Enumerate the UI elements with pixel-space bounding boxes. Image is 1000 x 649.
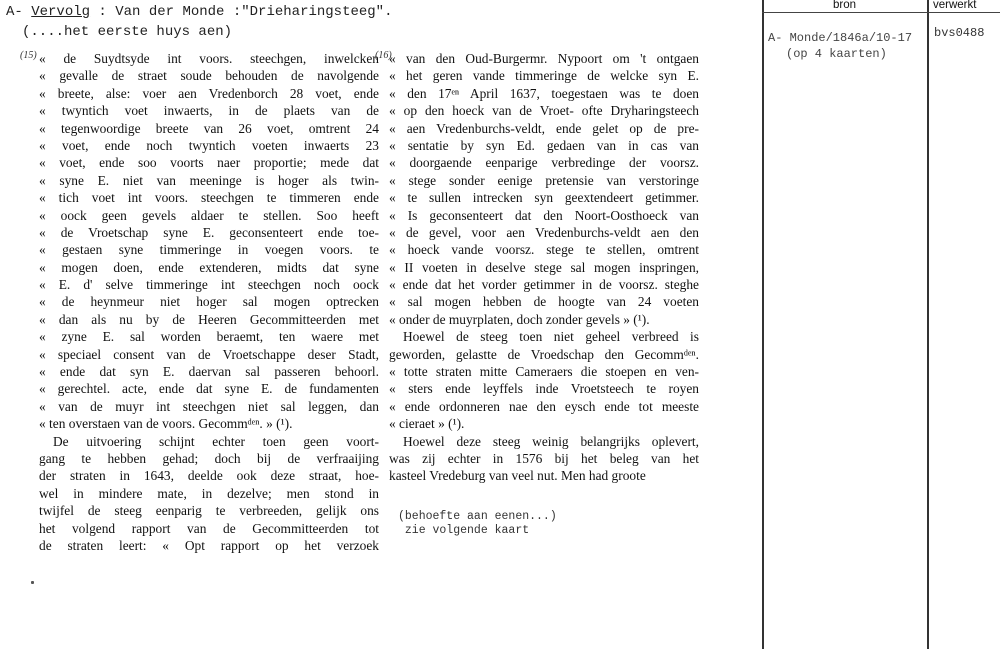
text-line: « aen Vredenburchs-veldt, ende gelet op de pre- xyxy=(389,120,699,136)
table-header-divider xyxy=(762,12,1000,13)
text-line: « ende dat syn E. daervan sal passeren behoorl. xyxy=(39,364,379,380)
text-line: « II voeten in deselve stege sal mogen inspringen, xyxy=(389,259,699,275)
text-line: « onder de muyrplaten, doch zonder gevels » (¹). xyxy=(389,311,650,327)
verwerkt-cell: bvs0488 xyxy=(934,26,985,40)
text-line: « het geren vande timmeringe de welcke syn E. xyxy=(389,68,699,84)
column-header-verwerkt: verwerkt xyxy=(933,0,977,11)
text-line: « cieraet » (¹). xyxy=(389,416,465,432)
page-marker-right: (16) xyxy=(375,50,392,61)
text-line: « stege sonder eenige pretensie van verstoringe xyxy=(389,172,699,188)
text-line: twijfel de steeg eenparig te verbreeden, gelijk ons xyxy=(39,503,379,519)
text-line: « van den Oud-Burgermr. Nypoort om 't ontgaen xyxy=(389,51,699,66)
typed-note xyxy=(398,510,557,538)
bron-reference: A- Monde/1846a/10-17 xyxy=(768,31,913,45)
bron-cell xyxy=(768,30,912,62)
text-line: « de gevel, voor aen Vredenburchs-veldt aen den xyxy=(389,224,699,240)
card-prefix: A- xyxy=(6,4,32,20)
table-border-middle xyxy=(927,0,929,649)
text-line: wel in mindere mate, in dezelve; men stond in xyxy=(39,485,379,501)
text-line: de straten leert: « Opt rapport op het verzoek xyxy=(39,537,379,553)
text-line: « zyne E. sal worden beraemt, ten waere met xyxy=(39,329,379,345)
text-line: der straten in 1643, deelde ook deze straat, hoe- xyxy=(39,468,379,484)
stray-mark xyxy=(31,581,34,584)
text-line: « mogen doen, ende extenderen, midts dat syne xyxy=(39,259,379,275)
text-line: « de Suydtsyde int voors. steechgen, inwelcken xyxy=(39,51,379,66)
text-line: « sal mogen hebben de hoogte van 24 voeten xyxy=(389,294,699,310)
text-line: « syne E. niet van meeninge is hoger als twin- xyxy=(39,172,379,188)
text-line: « gerechtel. acte, ende dat syne E. de fundamenten xyxy=(39,381,379,397)
text-line: « dan als nu by de Heeren Gecommitteerden met xyxy=(39,311,379,327)
text-line: was zij echter in 1576 bij het beleg van het xyxy=(389,450,699,466)
text-line: « ende dat het vorder getimmer in de voorsz. steghe xyxy=(389,277,699,293)
text-line: gang te hebben gehad; doch bij de verfraaijing xyxy=(39,450,379,466)
text-line: « Is geconsenteert dat den Noort-Oosthoeck van xyxy=(389,207,699,223)
card-title-text: : Van der Monde :"Drieharingsteeg". xyxy=(90,4,393,20)
text-line: « oock geen gevels aldaer te stellen. Soo heeft xyxy=(39,207,379,223)
card-title xyxy=(6,4,392,20)
text-line: « van de muyr int steechgen niet sal leggen, dan xyxy=(39,398,379,414)
typed-note-line: zie volgende kaart xyxy=(398,524,530,537)
text-lines-left xyxy=(39,50,379,554)
text-line: « op den hoeck van de Vroet- ofte Dryharingsteech xyxy=(389,103,699,119)
card-subtitle: (....het eerste huys aen) xyxy=(22,24,233,40)
text-line: « ende ordonneren nae den eysch ende tot meeste xyxy=(389,398,699,414)
text-line: De uitvoering schijnt echter toen geen voort- xyxy=(53,433,379,449)
text-line: « de Vroetschap syne E. geconsenteert ende toe- xyxy=(39,224,379,240)
text-line: « gestaen syne timmeringe in voegen voors. te xyxy=(39,242,379,258)
text-lines-right xyxy=(389,50,699,485)
text-line: « speciael consent van de Vroetschappe deser Stadt, xyxy=(39,346,379,362)
text-line: « sters ende leyffels inde Vroetsteech te royen xyxy=(389,381,699,397)
page-marker-left: (15) xyxy=(20,50,37,61)
text-line: kasteel Vredeburg van veel nut. Men had groote xyxy=(389,468,646,484)
text-line: Hoewel deze steeg weinig belangrijks oplevert, xyxy=(403,433,699,449)
text-line: « sentatie by syn Ed. gedaen van in cas van xyxy=(389,137,699,153)
text-line: « ten overstaen van de voors. Gecommᵈᵉⁿ. » (¹). xyxy=(39,416,293,432)
typed-note-line: (behoefte aan eenen...) xyxy=(398,510,557,523)
text-line: « breete, alse: voer aen Vredenborch 28 voet, ende xyxy=(39,85,379,101)
text-line: « hoeck vande voorsz. stege te stellen, omtrent xyxy=(389,242,699,258)
bron-note: (op 4 kaarten) xyxy=(786,47,887,61)
card-continuation-label: Vervolg xyxy=(31,4,91,20)
text-line: geworden, gelastte de Vroedschap den Gecommᵈᵉⁿ. xyxy=(389,346,699,362)
text-line: « gevalle de straet soude behouden de navolgende xyxy=(39,68,379,84)
text-line: « de heynmeur niet hoger sal mogen optrecken xyxy=(39,294,379,310)
text-line: « twyntich voet inwaerts, in de plaets van de xyxy=(39,103,379,119)
text-line: « totte straten mitte Cameraers die stoepen en ven- xyxy=(389,364,699,380)
text-line: « doorgaende eenparige verbredinge der voorsz. xyxy=(389,155,699,171)
column-header-bron: bron xyxy=(833,0,857,11)
text-line: « voet, ende soo voorts naer proportie; mede dat xyxy=(39,155,379,171)
text-line: het volgend rapport van de Gecommitteerden tot xyxy=(39,520,379,536)
text-line: « den 17ᵉⁿ April 1637, toegestaen was te doen xyxy=(389,85,699,101)
table-border-left xyxy=(762,0,764,649)
text-line: « E. d' selve timmeringe int steechgen noch oock xyxy=(39,277,379,293)
text-line: Hoewel de steeg toen niet geheel verbreed is xyxy=(403,329,699,345)
text-line: « tich voet int voors. steechgen te timmeren ende xyxy=(39,190,379,206)
text-line: « voet, ende noch twyntich voeten inwaerts 23 xyxy=(39,137,379,153)
text-line: « te sullen intrecken syn geextendeert getimmer. xyxy=(389,190,699,206)
text-line: « tegenwoordige breete van 26 voet, omtrent 24 xyxy=(39,120,379,136)
